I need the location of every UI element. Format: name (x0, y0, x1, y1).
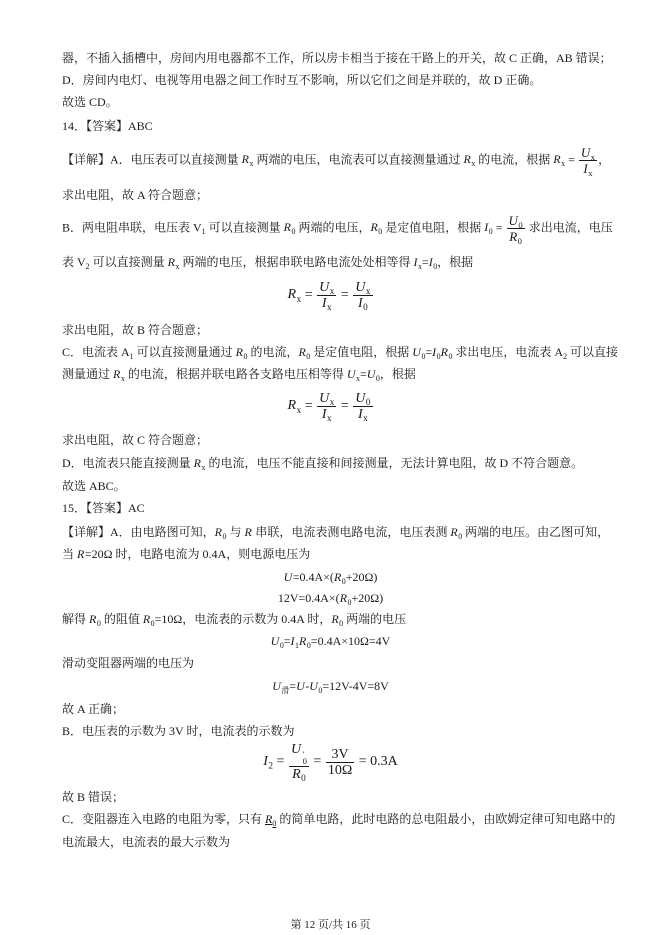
text-run: = (273, 754, 288, 770)
text-run: 可以直接测量 (89, 255, 168, 269)
explanation-15-b (62, 720, 294, 742)
italic-variable: R (283, 219, 291, 234)
italic-variable: U (355, 390, 366, 406)
text-run: 3V (331, 746, 349, 762)
subscript: 0 (291, 226, 296, 236)
text-run: = 0.3A (355, 754, 398, 770)
line-text (62, 213, 613, 244)
text-run: 两端的电压， (295, 219, 371, 234)
subscript: x (356, 373, 360, 383)
fraction (579, 145, 597, 176)
text-run: =0.4A×10Ω=4V (310, 634, 391, 648)
text-run: +20Ω) (351, 591, 384, 605)
italic-variable: R (244, 525, 252, 539)
line-text (62, 700, 124, 718)
italic-variable: I (357, 406, 363, 422)
subscript: 0 (488, 226, 493, 236)
subscript: 0 (421, 351, 426, 361)
line-text (62, 71, 541, 89)
italic-variable: R (142, 612, 151, 626)
explanation-15-a-r0 (62, 608, 406, 630)
italic-variable: I (290, 634, 295, 648)
answer-14-conclusion (62, 475, 126, 497)
text-run: 的简单电路，此时电路的总电阻最小，由欧姆定律可知电路中的 (276, 812, 616, 826)
subscript: x (326, 301, 332, 312)
subscript: 0 (341, 576, 346, 586)
text-run: 与 (226, 525, 245, 539)
text-run: 的电流，根据 (475, 151, 554, 166)
line-text (62, 145, 610, 176)
text-run: 器，不插入插槽中，房间内用电器都不工作，所以房卡相当于接在干路上的开关，故 C 正确，AB 错误； (62, 51, 612, 65)
line-text (62, 788, 124, 806)
italic-variable: R (463, 151, 471, 166)
text-run: ， (598, 151, 611, 166)
text-run: 15．【答案】AC (62, 501, 145, 515)
text-run: = (565, 151, 578, 166)
subscript: 2 (85, 261, 90, 271)
text-run: 两端的电压，电流表可以直接测量通过 (253, 151, 464, 166)
fraction-denominator (353, 296, 372, 311)
text-run: =20Ω 时，电路电流为 0.4A，则电源电压为 (84, 547, 311, 561)
explanation-14-b-result (62, 319, 208, 341)
italic-variable: R (370, 219, 378, 234)
italic-variable: R (333, 570, 342, 584)
subscript: 0 (339, 618, 344, 628)
explanation-15-a-result (62, 698, 124, 720)
fraction (326, 747, 354, 778)
fraction (317, 280, 336, 311)
subscript: 0 (347, 597, 352, 607)
subscript: 2 (268, 760, 274, 771)
text-run: D．房间内电灯、电视等用电器之间工作时互不影响，所以它们之间是并联的，故 D 正确。 (62, 73, 542, 87)
prime-subscript-stack (303, 751, 307, 766)
equation-rheostat-voltage (0, 675, 661, 697)
text-run: 当 (62, 547, 78, 561)
italic-variable: R (331, 612, 339, 626)
subscript: 0 (517, 235, 522, 246)
line-text (62, 49, 612, 67)
italic-variable: R (292, 766, 301, 782)
subscript: 0 (302, 756, 307, 767)
explanation-14-a-result (62, 184, 208, 206)
subscript: x (363, 412, 368, 423)
italic-variable: U (508, 212, 518, 228)
italic-variable: R (77, 547, 85, 561)
italic-variable: I (583, 160, 588, 176)
fraction-numerator (317, 391, 336, 407)
line-text (62, 454, 583, 472)
subscript: 0 (448, 351, 453, 361)
text-run: 【详解】A．电压表可以直接测量 (62, 151, 242, 166)
italic-variable: R (299, 634, 307, 648)
line-text (62, 253, 473, 271)
subscript: x (249, 158, 254, 168)
italic-variable: R (241, 151, 250, 166)
subscript: x (561, 158, 566, 168)
text-run: C．电流表 A (62, 345, 130, 359)
subscript: 2 (563, 351, 568, 361)
text-run: =10Ω，电流表的示数为 0.4A 时， (154, 612, 332, 626)
line-text (278, 589, 383, 607)
text-run: B．电压表的示数为 3V 时，电流表的示数为 (62, 724, 295, 738)
explanation-15-a-rheostat (62, 652, 194, 674)
subscript: 0 (363, 301, 368, 312)
subscript: x (417, 261, 422, 271)
explanation-14-a (62, 144, 611, 178)
text-run: 求出电阻，故 C 符合题意； (62, 433, 209, 447)
text-run: 两端的电压，根据串联电路电流处处相等得 (179, 255, 414, 269)
subscript: 滑 (281, 685, 290, 695)
italic-variable: I (321, 406, 327, 422)
text-run: = (421, 255, 429, 269)
italic-variable: U (309, 679, 318, 693)
subscript: x (365, 285, 371, 296)
fraction-numerator (317, 280, 336, 296)
text-run: - (305, 679, 310, 693)
text-run: 的电流， (247, 345, 299, 359)
subscript: 0 (306, 640, 311, 650)
text-run: 是定值电阻，根据 (310, 345, 413, 359)
page-footer: 第 12 页/共 16 页 (290, 919, 371, 931)
text-run: 求出电压，电流表 A (452, 345, 564, 359)
line-text (62, 499, 145, 517)
text-run: 是定值电阻，根据 (382, 219, 485, 234)
fraction (507, 213, 525, 244)
explanation-14-c (62, 341, 618, 363)
text-run: 故选 CD。 (62, 95, 118, 109)
fraction-denominator (326, 763, 354, 778)
italic-variable: R (509, 228, 518, 244)
fraction-denominator (317, 407, 336, 422)
subscript: 0 (150, 618, 155, 628)
text-run: 可以直接 (567, 345, 619, 359)
line-text (272, 677, 389, 695)
line-text (288, 391, 374, 422)
italic-variable: U (283, 570, 293, 584)
text-run: 14．【答案】ABC (62, 119, 153, 133)
subscript: 1 (201, 226, 206, 236)
subscript: x (588, 167, 593, 178)
explanation-13-d (62, 69, 541, 91)
text-run: = (492, 219, 506, 234)
subscript: 0 (433, 261, 438, 271)
fraction-numerator (507, 213, 525, 229)
italic-variable: U (580, 144, 591, 160)
text-run: 求出电阻，故 B 符合题意； (62, 323, 209, 337)
formula-15-b-current (0, 742, 661, 784)
line-text (284, 568, 378, 586)
fraction-numerator (353, 280, 372, 296)
text-run: 两端的电压。由乙图可知， (462, 525, 610, 539)
subscript: x (201, 462, 206, 472)
italic-variable: U (346, 367, 356, 381)
line-text (62, 545, 310, 563)
text-run: = (359, 367, 367, 381)
explanation-14-d (62, 452, 583, 474)
answer-14-heading (62, 115, 153, 137)
text-run: =0.4A×( (292, 570, 334, 584)
fraction-denominator (507, 229, 525, 244)
italic-variable: U (366, 367, 376, 381)
explanation-15-a-cont (62, 543, 310, 565)
text-run: = (337, 287, 353, 303)
text-run: 的阻值 (100, 612, 143, 626)
subscript: x (590, 151, 596, 162)
subscript: x (175, 261, 180, 271)
subscript: x (326, 412, 332, 423)
fraction (353, 280, 372, 311)
continuation-line-13 (62, 47, 612, 69)
text-run: 测量通过 (62, 367, 114, 381)
line-text (62, 523, 609, 541)
line-text (62, 321, 208, 339)
subscript: 0 (96, 618, 101, 628)
text-run: 表 V (62, 255, 86, 269)
subscript: x (296, 404, 302, 415)
text-run: B．两电阻串联，电压表 V (62, 219, 202, 234)
italic-variable: U (319, 279, 330, 295)
text-run: = (289, 679, 297, 693)
text-run: C．变阻器连入电路的电阻为零，只有 (62, 812, 266, 826)
italic-variable: U (296, 679, 305, 693)
answer-13-conclusion (62, 91, 118, 113)
italic-variable: I (428, 255, 433, 269)
italic-variable: R (339, 591, 348, 605)
underlined-subscript: 0 (272, 818, 277, 828)
text-run: 两端的电压 (343, 612, 407, 626)
italic-variable: I (321, 295, 327, 311)
explanation-15-a (62, 521, 609, 543)
equation-source-voltage (0, 566, 661, 588)
subscript: x (329, 396, 335, 407)
text-run: 电流最大，电流表的最大示数为 (62, 835, 231, 849)
text-run: = (283, 634, 291, 648)
formula-14-b (0, 279, 661, 312)
italic-variable: R (167, 255, 175, 269)
text-run: = (301, 287, 317, 303)
text-run: +20Ω) (345, 570, 378, 584)
explanation-15-c-cont (62, 831, 230, 853)
fraction-denominator (289, 767, 309, 782)
subscript: 0 (378, 226, 383, 236)
line-text (271, 632, 391, 650)
italic-variable: I (263, 754, 268, 770)
subscript: 0 (365, 396, 371, 407)
fraction-numerator (326, 747, 354, 763)
line-text (62, 365, 416, 383)
subscript: 1 (129, 351, 134, 361)
line-text (263, 742, 398, 782)
text-run: 故 A 正确； (62, 702, 125, 716)
subscript: x (120, 373, 125, 383)
line-text (62, 186, 208, 204)
text-run: = (337, 398, 353, 414)
line-text (62, 722, 294, 740)
text-run: 求出电流，电压 (525, 219, 613, 234)
explanation-15-b-result (62, 786, 124, 808)
text-run: D．电流表只能直接测量 (62, 456, 194, 470)
italic-variable: R (440, 345, 448, 359)
prime-mark: ′ (302, 749, 305, 760)
italic-variable: R (450, 525, 458, 539)
line-text (62, 343, 618, 361)
subscript: 0 (436, 351, 441, 361)
equation-r0-voltage (0, 630, 661, 652)
text-run: = (301, 398, 317, 414)
text-run: 可以直接测量通过 (133, 345, 236, 359)
subscript: x (329, 285, 335, 296)
text-run: = (425, 345, 433, 359)
italic-variable: R (553, 151, 561, 166)
text-run: ，根据 (437, 255, 474, 269)
subscript: 0 (222, 531, 227, 541)
explanation-14-b (62, 212, 613, 246)
subscript: 0 (458, 531, 463, 541)
line-text (62, 431, 208, 449)
subscript: 0 (518, 219, 523, 230)
subscript: x (296, 293, 302, 304)
explanation-14-b-cont (62, 251, 473, 273)
subscript: 0 (318, 685, 323, 695)
italic-variable: R (298, 345, 306, 359)
line-text (62, 477, 126, 495)
fraction-denominator (353, 407, 372, 422)
text-run: ，根据 (379, 367, 416, 381)
line-text (62, 93, 118, 111)
italic-variable: I (413, 255, 418, 269)
text-run: 求出电阻，故 A 符合题意； (62, 188, 209, 202)
subscript: 0 (306, 351, 311, 361)
fraction (289, 742, 309, 782)
italic-variable: R (89, 612, 97, 626)
explanation-14-c-cont (62, 363, 416, 385)
line-text (62, 810, 615, 828)
text-run: 的电流，电压不能直接和间接测量，无法计算电阻，故 D 不符合题意。 (205, 456, 584, 470)
italic-variable: R (214, 525, 223, 539)
line-text (62, 654, 194, 672)
italic-variable: I (432, 345, 437, 359)
italic-variable: U (272, 679, 281, 693)
text-run: 10Ω (327, 762, 353, 778)
fraction-numerator (579, 145, 597, 161)
italic-variable: U (412, 345, 421, 359)
line-text (288, 280, 374, 311)
subscript: 0 (243, 351, 248, 361)
fraction (353, 391, 372, 422)
text-run: 串联，电流表测电路电流，电压表测 (252, 525, 451, 539)
text-run: 故选 ABC。 (62, 479, 126, 493)
fraction-denominator (317, 296, 336, 311)
explanation-14-c-result (62, 429, 208, 451)
italic-variable: I (357, 295, 363, 311)
formula-14-c (0, 390, 661, 423)
line-text (62, 833, 230, 851)
italic-variable: R (193, 456, 202, 470)
italic-variable: R (287, 398, 297, 414)
line-text (62, 117, 153, 135)
text-run: 解得 (62, 612, 90, 626)
text-run: = (309, 754, 325, 770)
italic-variable: U (319, 390, 330, 406)
equation-source-voltage-value (0, 587, 661, 609)
italic-variable: I (484, 219, 489, 234)
text-run: 的电流，根据并联电路各支路电压相等得 (124, 367, 347, 381)
italic-variable: R (113, 367, 121, 381)
subscript: 0 (375, 373, 380, 383)
subscript: 0 (279, 640, 284, 650)
fraction-numerator (289, 742, 309, 767)
subscript: 1 (295, 640, 299, 650)
italic-variable: R (235, 345, 243, 359)
text-run: 故 B 错误； (62, 790, 125, 804)
explanation-15-c (62, 808, 615, 830)
fraction-denominator (579, 161, 597, 176)
italic-variable: R (287, 287, 297, 303)
fraction (317, 391, 336, 422)
text-run: 滑动变阻器两端的电压为 (62, 656, 195, 670)
underlined-variable: R (265, 812, 273, 826)
text-run: 可以直接测量 (205, 219, 284, 234)
text-run: =12V-4V=8V (322, 679, 389, 693)
italic-variable: U (355, 279, 366, 295)
answer-15-heading (62, 497, 145, 519)
subscript: x (471, 158, 476, 168)
italic-variable: U (270, 634, 280, 648)
line-text (62, 610, 406, 628)
text-run: 【详解】A．由电路图可知， (62, 525, 215, 539)
text-run: 12V=0.4A×( (277, 591, 340, 605)
fraction-numerator (353, 391, 372, 407)
italic-variable: U (290, 742, 302, 758)
subscript: 0 (301, 773, 306, 784)
